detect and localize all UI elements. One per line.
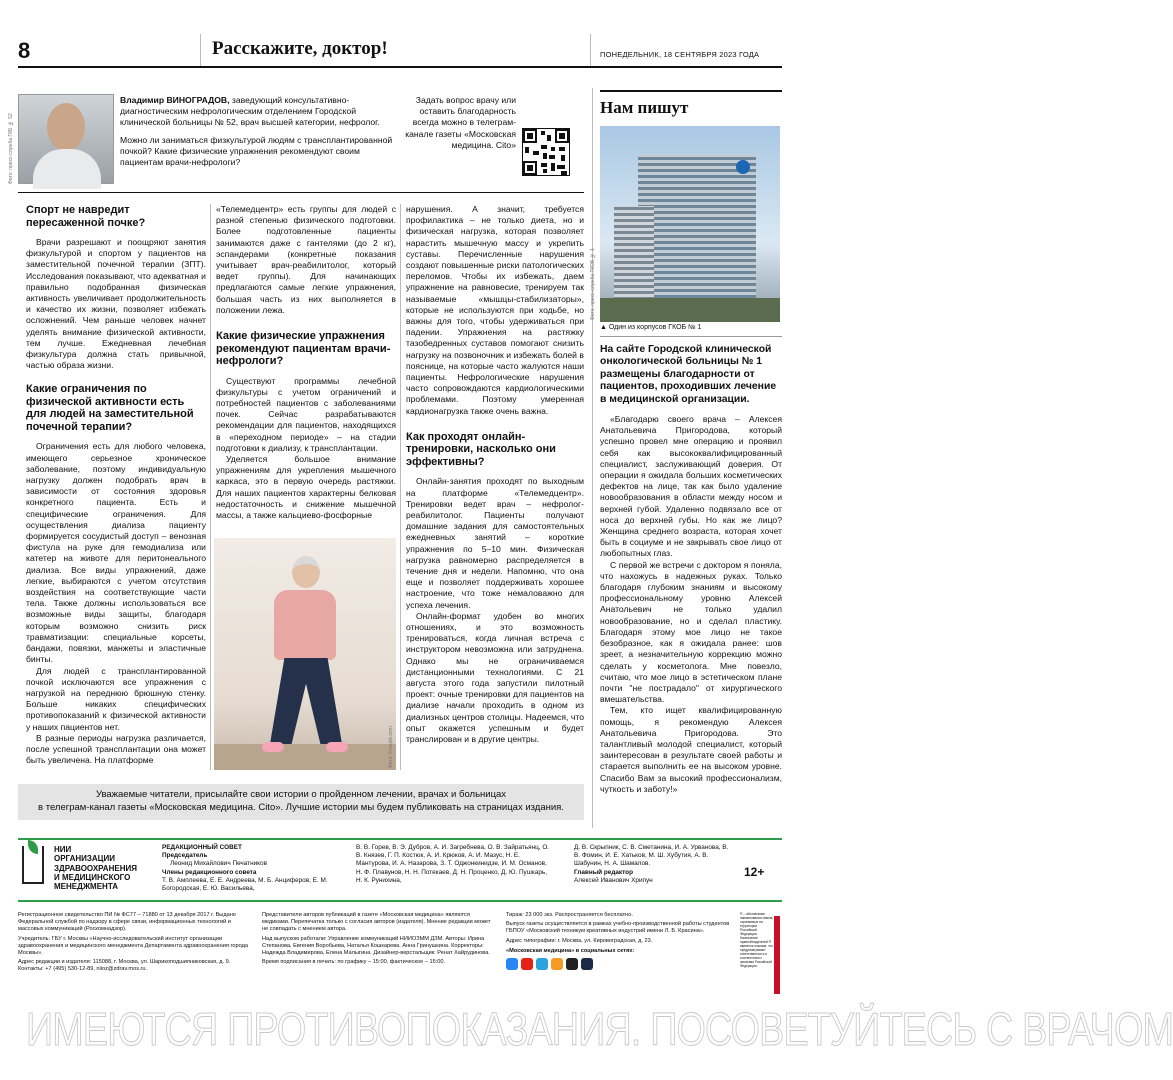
imprint-right: Тираж: 23 000 экз. Распространяется бесплатно. Выпуск газеты осуществляется в рамках учебно-производственной работы студентов ГБПОУ «Московский техникум креативных индустрий имени Л. Б. Красина». Адрес типографии: г. Москва, ул. Кировоградская, д. 23. «Московская медицина» в социальных сетях: <box>506 912 732 973</box>
telegram-icon[interactable] <box>536 958 548 970</box>
column-divider <box>210 204 211 770</box>
social-label: «Московская медицина» в социальных сетях: <box>506 947 635 954</box>
column-3 <box>406 204 584 745</box>
doctor-photo <box>18 94 114 184</box>
column-2 <box>216 204 396 521</box>
sidebar-caption-rule <box>600 336 782 337</box>
doctor-photo-credit: Фото: пресс-служба ГКБ № 52 <box>8 113 14 184</box>
heading-sport: Спорт не навредит пересаженной почке? <box>26 204 146 229</box>
building-caption: ▲ Один из корпусов ГКОБ № 1 <box>600 324 702 331</box>
doctor-name: Владимир ВИНОГРАДОВ, <box>120 95 230 105</box>
sidebar-rule <box>600 90 782 92</box>
paragraph: Врачи разрешают и поощряют занятия физкультурой и спортом у пациентов на заместительной почечной терапии (ЗПТ). Исследования показывают, что адекватная и правильно подобранная физическая активность увеличивает продолжительность и качество их жизни, позволяет избежать осложнений. Чем раньше человек начнет уделять внимание физической активности, тем лучше. Ежедневная лечебная физкультура должна стать привычной, частью образа жизни. <box>26 237 206 371</box>
building-photo-credit: Фото: пресс-служба ГКОБ № 1 <box>590 248 596 320</box>
column-1 <box>26 204 206 766</box>
imprint-left: Регистрационное свидетельство ПИ № ФС77 – 71880 от 13 декабря 2017 г. Выдано Федеральной службой по надзору в сфере связи, информационных технологий и массовых коммуникаций (Роскомнадзор). Учредитель: ГБУ г. Москвы «Научно-исследовательский институт организации здравоохранения и медицинского менеджмента Департамента здравоохранения города Москвы». Адрес редакции и издателя: 115088, г. Москва, ул. Шарикоподшипниковская, д. 9. Контакты: +7 (495) 530-12-89, niioz@zdrav.mos.ru. <box>18 912 248 973</box>
imprint-middle: Представители авторов публикаций в газете «Московская медицина» являются медиками. Перепечатка только с согласия авторов (издателя). Мнение редакции может не совпадать с мнением автора. Над выпуском работали: Управление коммуникаций НИИОЗММ ДЗМ. Авторы: Ирина Степанова, Евгения Воробьева, Наталья Кошкарева. Анна Гринушкина. Корректоры: Надежда Владимирова, Елена Малыгина. Дизайнер-верстальщик: Ренат Хайрудинова. Время подписания в печать: по графику – 15:00, фактическое – 15:00. <box>262 912 491 966</box>
warning-stripe <box>774 916 780 994</box>
issue-date: ПОНЕДЕЛЬНИК, 18 СЕНТЯБРЯ 2023 ГОДА <box>600 50 760 59</box>
heading-exercises: Какие физические упражнения рекомендуют пациентам врачи-нефрологи? <box>216 330 391 368</box>
woman-exercise-photo <box>214 538 396 770</box>
sidebar-divider <box>592 88 593 828</box>
board-left: РЕДАКЦИОННЫЙ СОВЕТ Председатель Леонид Михайлович Печатников Члены редакционного совета Т. В. Амплеева, Е. Е. Андреева, М. Б. Анциферов, Е. М. Богородская, Е. Ю. Васильева, <box>162 844 328 893</box>
sidebar-title: Нам пишут <box>600 98 689 117</box>
header-divider <box>200 34 201 66</box>
ask-doctor-text: Задать вопрос врачу или оставить благодарность всегда можно в телеграм-канале газеты «Московская медицина. Cito» <box>405 95 516 150</box>
sidebar-body <box>600 344 782 795</box>
column-divider <box>400 204 401 770</box>
nii-logo-icon <box>22 846 44 884</box>
hospital-building-photo <box>600 126 780 322</box>
odnoklassniki-icon[interactable] <box>551 958 563 970</box>
paragraph: «Телемедцентр» есть группы для людей с разной степенью физического подготовки. Более подготовленные пациенты занимаются даже с гантелями (до 2 кг), эспандерами (конкретные показания учитывает врач-реабилитолог, который ведет группы). Для начинающих предлагаются самые легкие упражнения, большая часть из них выполняется в положении лежа. <box>216 204 396 315</box>
doctor-description: заведующий консультативно-диагностическим нефрологическим отделением Городской клинической больницы № 52, врач высшей категории, нефролог. <box>120 95 380 128</box>
sidebar-lead: На сайте Городской клинической онкологической больницы № 1 размещены благодарности от пациентов, проходивших лечение в медицинской организации. <box>600 344 777 405</box>
intro-question: Можно ли заниматься физкультурой людям с трансплантированной почкой? Какие физические упражнения рекомендуют своим пациентам врачи-нефрологи? <box>120 134 393 168</box>
heading-restrictions: Какие ограничения по физической активности есть для людей на заместительной почечной терапии? <box>26 383 194 433</box>
paragraph: Онлайн-занятия проходят по выходным на платформе «Телемедцентр». Тренировки ведет врач – нефролог-реабилитолог. Пациенты получают домашние задания для самостоятельных ежедневных занятий – короткие упражнения по 5–10 мин. Физическая нагрузка равномерно распределяется в течение дня и недели. Напомню, что она еще и позволяет поддерживать хорошее настроение, что тоже немаловажно для успеха лечения. Онлайн-формат удобен во многих отношениях, и это возможность тренироваться, когда личная встреча с инструктором невозможна или затруднена. Однако мы не ограничиваемся дистанционными технологиями. С 21 августа этого года запустили пилотный проект: очные тренировки для пациентов на диализе начали проходить в одном из диализных центров столицы. Надеемся, что опыт окажется успешным и будет транслирован и в другие центры. <box>406 476 584 745</box>
paragraph: Ограничения есть для любого человека, имеющего серьезное хроническое заболевание, поэтому индивидуальную нагрузку должен подобрать врач в зависимости от состояния здоровья конкретного пациента. Есть и специфические ограничения. Для осуществления диализа пациенту формируется сосудистый доступ – венозная фистула на руке для гемодиализа или катетер на животе для перитонеального диализа. Все виды упражнений, даже легкие, выбираются с учетом отсутствия воздействия на соответствующие части тела. Также должны использоваться все возможные виды защиты, благодаря которым возможно снизить риск травматизации: специальные корсеты, бандажи, повязки, манжеты и эластичные бинты. Для людей с трансплантированной почкой исключаются все упражнения с нагрузкой на переднюю брюшную стенку. Больше никаких специфических противопоказаний к физической активности у наших пациентов нет. В разные периоды нагрузка различается, после успешной трансплантации она может быть увеличена. На платформе <box>26 441 206 766</box>
intro-block <box>120 95 400 168</box>
paragraph: Существуют программы лечебной физкультуры с учетом ограничений и потребностей пациентов с заболеваниями почек. Сейчас разрабатываются рекомендации для пациентов, находящихся в «переходном периоде» – на стадии подготовки к диализу, к трансплантации. Уделяется большое внимание упражнениям для укрепления мышечного каркаса, это в первую очередь растяжки. Для наших пациентов характерны белковая недостаточность и снижение мышечной массы, а также кальциево-фосфорные <box>216 375 396 520</box>
rutube-icon[interactable] <box>581 958 593 970</box>
dzen-icon[interactable] <box>566 958 578 970</box>
contraindications-warning: ИМЕЮТСЯ ПРОТИВОПОКАЗАНИЯ. ПОСОВЕТУЙТЕСЬ С ВРАЧОМ <box>26 1003 1173 1055</box>
page-number: 8 <box>18 38 31 63</box>
copyright-note: ® – обозначение наименования знаков, охраняемых на территории Российской Федерации. Назначение правообладателей ® является ложным, что предусматривает ответственность в соответствии с законами Российской Федерации. <box>740 912 774 968</box>
woman-photo-credit: Фото: Freepik.com <box>388 726 394 768</box>
paragraph: «Благодарю своего врача – Алексея Анатольевича Пригородова, который успешно провел мне операцию и проявил себя как высококвалифицированный специалист, заслуживающий доверия. От операции я ожидала больших косметических дефектов на лице, так как было удаление новообразования в области между носом и верхней губой. Удаленно подвязало все от носа до верхней губы. Но как же лицо? Женщина среднего возраста, которая хочет быть в социуме и не закрывать свое лицо от любопытных глаз. С первой же встречи с доктором я поняла, что нахожусь в надежных руках. Только благодаря глубоким знаниям и высокому профессиональному уровню Алексей Анатольевич не только удалил новообразование, но и сделал пластику. Благодаря этому мое лицо не такое безобразное, как я ожидала ранее: шов зреет, а незначительную коррекцию можно сделать у косметолога. Мне повезло, считаю, что мое лицо в эстетическом плане почти "не пострадало" от хирургического вмешательства. Тем, кто ищет квалифицированную помощь, я рекомендую Алексея Анатольевича Пригородова. Это талантливый молодой специалист, который заинтересован в результате своей работы и старается выполнить ее на высоком уровне. Спасибо Вам за высокий профессионализм, чуткость и заботу!» <box>600 414 782 794</box>
header-rule <box>18 66 782 68</box>
qr-code[interactable] <box>522 128 570 176</box>
section-title: Расскажите, доктор! <box>212 38 388 59</box>
header-divider-right <box>590 34 591 66</box>
paragraph: нарушения. А значит, требуется профилактика – не только диета, но и физическая нагрузка, которая позволяет нарастить мышечную массу и укрепить суставы. Перечисленные нарушения создают повышенные риски патологических переломов. Чтобы их избежать, даем упражнение на равновесие, тренируем так называемые «мышцы-стабилизаторы», которые не используются при ходьбе, но важны для того, чтобы удерживаться при падении. Упражнения на растяжку тазобедренных суставов помогают снизить нагрузку на позвоночник и избежать болей в пояснице, на которые часто жалуются наши пациенты. Нефрологические нарушения часто сопровождаются кардиологическими проблемами. Поэтому умеренная кардионагрузка также очень важна. <box>406 204 584 416</box>
intro-rule <box>18 192 584 193</box>
heading-online: Как проходят онлайн-тренировки, насколько они эффективны? <box>406 430 556 468</box>
social-icons <box>506 958 732 973</box>
reader-call-banner <box>18 784 584 820</box>
vk-icon[interactable] <box>506 958 518 970</box>
banner-line-2: в телеграм-канал газеты «Московская медицина. Cito». Лучшие истории мы будем публиковать на страницах издания. <box>38 801 564 813</box>
age-rating-badge: 12+ <box>744 865 765 879</box>
board-right: Д. В. Скрыпник, С. В. Сметанина, И. А. Урванова, В. В. Фомин, И. Е. Хатьков, М. Ш. Хубутия, А. В. Шабунин, Н. А. Шамалов. Главный редактор Алексей Иванович Хрипун <box>574 844 729 884</box>
board-middle: В. В. Горев, В. Э. Дубров, А. И. Загребнева, О. В. Зайратьянц, О. В. Князев, Г. П. Костюк, А. И. Крюков, А. И. Мазус, Н. Е. Мантурова, И. А. Назарова, З. Т. Оджонкинидзе, И. М. Османов, Н. Ф. Плавунов, Н. Н. Потекаев, Д. Н. Проценко, Д. Ю. Пушкарь, Н. К. Рунихина, <box>356 844 550 884</box>
org-name: НИИ ОРГАНИЗАЦИИ ЗДРАВООХРАНЕНИЯ И МЕДИЦИНСКОГО МЕНЕДЖМЕНТА <box>54 845 137 892</box>
banner-line-1: Уважаемые читатели, присылайте свои истории о пройденном лечении, врачах и больницах <box>95 789 507 800</box>
youtube-icon[interactable] <box>521 958 533 970</box>
